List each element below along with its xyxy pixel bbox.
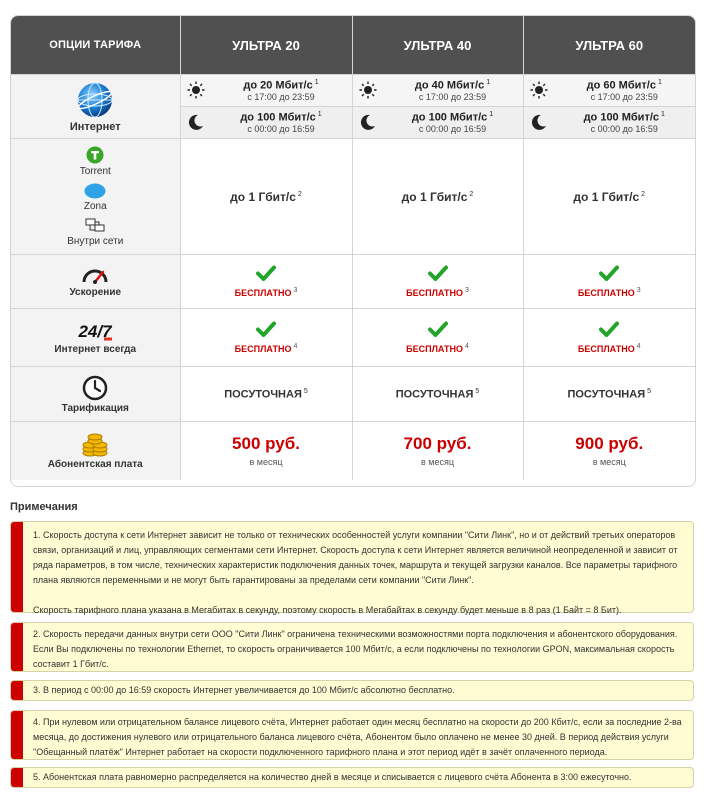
zona-icon — [84, 183, 106, 199]
always-on-free-label: БЕСПЛАТНО — [406, 344, 463, 354]
moon-icon — [530, 113, 548, 131]
footnote-ref: 1 — [489, 111, 494, 118]
boost-option — [11, 255, 180, 309]
local-speed-value: до 1 Гбит/с — [230, 189, 296, 204]
plan-1-night-speed — [352, 107, 523, 139]
checkmark-icon — [428, 321, 448, 337]
footnote-ref: 4 — [636, 343, 641, 350]
note-5-text: 5. Абонентская плата равномерно распределяется на количество дней в месяце и списывается с лицевого счёта Абонента в 3:00 ежесуточно. — [33, 772, 632, 782]
plan-2-day-speed — [523, 75, 695, 107]
price-value: 700 руб. — [403, 434, 472, 454]
footnote-ref: 3 — [464, 287, 469, 294]
icon-24-7-text: 24/7 — [78, 322, 112, 341]
clock-icon — [82, 375, 108, 401]
note-1-extra-text: Скорость тарифного плана указана в Мегабитах в секунду, поэтому скорость в Мегабайтах в секунду будет меньше в 8 раз (1 Байт = 8 Бит). — [33, 605, 622, 615]
plan-header-ultra-60: УЛЬТРА 60 — [523, 16, 695, 75]
local-network-option — [11, 139, 180, 255]
price-value: 500 руб. — [232, 434, 300, 454]
globe-icon — [76, 81, 114, 119]
sun-icon — [187, 81, 205, 99]
plan-0-billing — [180, 367, 352, 422]
plan-1-always-on — [352, 309, 523, 367]
note-4-text: 4. При нулевом или отрицательном балансе лицевого счёта, Интернет работает один месяц бесплатно на скорости до 200 Кбит/с, если за последние 2-ва месяца, до достижения нулевого или отрицательного баланса лицевого счёта, Абонентом было оплачено не менее 30 дней. В период действия услуги "Обещанный платёж" Интернет работает на скорости подключенного тарифного плана и этот период идёт в зачёт оплаченного периода. — [33, 717, 682, 757]
plan-2-billing — [523, 367, 695, 422]
plan-0-boost — [180, 255, 352, 309]
internet-option — [11, 75, 180, 139]
speedometer-icon — [81, 265, 109, 285]
day-speed-value: до 40 Мбит/с — [414, 79, 485, 92]
note-1-text: 1. Скорость доступа к сети Интернет зависит не только от технических особенностей услуги компании "Сити Линк", но и от действий третьих операторов связи, организаций и лиц, управляющих сегментами сети Интернет. Скорость доступа к сети Интернет является величиной неопределенной и зависит от ряда параметров, в том числе, технических характеристик подключения данных точек, маршрута и текущей загрузки каналов. Все параметры тарифного плана являются переменными и не могут быть гарантированы за пределами сети компании "Сити Линк". — [33, 530, 678, 585]
note-3-text: 3. В период с 00:00 до 16:59 скорость Интернет увеличивается до 100 Мбит/с абсолютно бесплатно. — [33, 685, 455, 695]
billing-option — [11, 367, 180, 422]
checkmark-icon — [256, 321, 276, 337]
note-1 — [10, 521, 694, 613]
night-speed-value: до 100 Мбит/с — [583, 111, 660, 124]
footnote-ref: 1 — [314, 79, 319, 86]
plan-0-fee — [180, 422, 352, 480]
day-time-range: с 17:00 до 23:59 — [590, 92, 658, 102]
always-on-row — [11, 309, 695, 367]
checkmark-icon — [599, 321, 619, 337]
sun-icon — [530, 81, 548, 99]
plan-header-ultra-20: УЛЬТРА 20 — [180, 16, 352, 75]
internet-day-row — [11, 75, 695, 107]
footnote-ref: 3 — [293, 287, 298, 294]
boost-row — [11, 255, 695, 309]
day-time-range: с 17:00 до 23:59 — [418, 92, 487, 102]
plan-header-ultra-40: УЛЬТРА 40 — [352, 16, 523, 75]
tariff-table — [10, 15, 696, 487]
plan-2-local-speed — [523, 139, 695, 255]
network-icon — [85, 218, 105, 234]
plan-1-boost — [352, 255, 523, 309]
footnote-ref: 5 — [647, 387, 652, 395]
coins-icon — [81, 431, 109, 457]
boost-free-label: БЕСПЛАТНО — [577, 288, 635, 298]
footnote-ref: 4 — [464, 343, 469, 350]
price-value: 900 руб. — [575, 434, 644, 454]
always-on-free-label: БЕСПЛАТНО — [577, 344, 635, 354]
price-period: в месяц — [592, 457, 626, 468]
note-3 — [10, 680, 694, 701]
torrent-label: Torrent — [79, 166, 111, 177]
footnote-ref: 4 — [293, 343, 298, 350]
footnote-ref: 5 — [303, 387, 308, 395]
footnote-ref: 1 — [661, 111, 665, 118]
local-speed-value: до 1 Гбит/с — [573, 189, 640, 204]
note-4 — [10, 710, 694, 760]
footnote-ref: 5 — [475, 387, 480, 395]
fee-row — [11, 422, 695, 480]
always-on-option — [11, 309, 180, 367]
boost-label: Ускорение — [69, 287, 122, 298]
day-speed-value: до 60 Мбит/с — [586, 79, 656, 92]
footnote-ref: 1 — [657, 79, 662, 86]
billing-value: ПОСУТОЧНАЯ — [567, 388, 646, 401]
footnote-ref: 2 — [469, 190, 474, 198]
internet-label: Интернет — [69, 120, 121, 133]
plan-0-day-speed — [180, 75, 352, 107]
footnote-ref: 3 — [636, 287, 641, 294]
footnote-ref: 1 — [486, 79, 491, 86]
local-network-row — [11, 139, 695, 255]
checkmark-icon — [256, 265, 276, 281]
night-speed-value: до 100 Мбит/с — [411, 111, 488, 124]
always-on-label: Интернет всегда — [54, 344, 137, 355]
plan-2-always-on — [523, 309, 695, 367]
local-speed-value: до 1 Гбит/с — [401, 189, 468, 204]
note-2 — [10, 622, 694, 672]
note-5 — [10, 767, 694, 788]
local-network-label: Внутри сети — [67, 236, 124, 247]
night-time-range: с 00:00 до 16:59 — [418, 124, 487, 134]
billing-label: Тарификация — [61, 402, 129, 414]
day-time-range: с 17:00 до 23:59 — [247, 92, 315, 102]
price-period: в месяц — [249, 457, 283, 468]
plan-2-boost — [523, 255, 695, 309]
footnote-ref: 2 — [641, 190, 646, 198]
footnote-ref: 1 — [317, 111, 322, 118]
checkmark-icon — [599, 265, 619, 281]
night-time-range: с 00:00 до 16:59 — [590, 124, 658, 134]
boost-free-label: БЕСПЛАТНО — [234, 288, 292, 298]
day-speed-value: до 20 Мбит/с — [243, 79, 313, 92]
night-time-range: с 00:00 до 16:59 — [247, 124, 315, 134]
sun-icon — [359, 81, 377, 99]
moon-icon — [359, 113, 377, 131]
price-period: в месяц — [420, 457, 454, 468]
zona-label: Zona — [83, 201, 107, 212]
checkmark-icon — [428, 265, 448, 281]
fee-option — [11, 422, 180, 480]
always-on-free-label: БЕСПЛАТНО — [234, 344, 292, 354]
fee-label: Абонентская плата — [47, 459, 143, 471]
plan-1-day-speed — [352, 75, 523, 107]
billing-value: ПОСУТОЧНАЯ — [395, 388, 474, 401]
night-speed-value: до 100 Мбит/с — [240, 111, 316, 124]
moon-icon — [187, 113, 205, 131]
plan-2-fee — [523, 422, 695, 480]
plan-1-local-speed — [352, 139, 523, 255]
plan-0-night-speed — [180, 107, 352, 139]
torrent-icon — [86, 146, 104, 164]
billing-row — [11, 367, 695, 422]
plan-1-billing — [352, 367, 523, 422]
plan-0-local-speed — [180, 139, 352, 255]
plan-2-night-speed — [523, 107, 695, 139]
note-2-text: 2. Скорость передачи данных внутри сети ООО "Сити Линк" ограничена техническими возможностями порта подключения и абонентского оборудования. Если Вы подключены по технологии Ethernet, то скорость ограничивается 100 Мбит/с, а если подключены по технологии GPON, максимальная скорость составит 1 Гбит/с. — [33, 629, 678, 669]
boost-free-label: БЕСПЛАТНО — [406, 288, 463, 298]
options-header: ОПЦИИ ТАРИФА — [11, 16, 180, 75]
plan-1-fee — [352, 422, 523, 480]
footnote-ref: 2 — [297, 190, 302, 198]
billing-value: ПОСУТОЧНАЯ — [224, 388, 302, 401]
twenty-four-seven-icon — [77, 320, 113, 342]
table-header — [11, 16, 695, 75]
plan-0-always-on — [180, 309, 352, 367]
notes-title: Примечания — [10, 501, 78, 513]
